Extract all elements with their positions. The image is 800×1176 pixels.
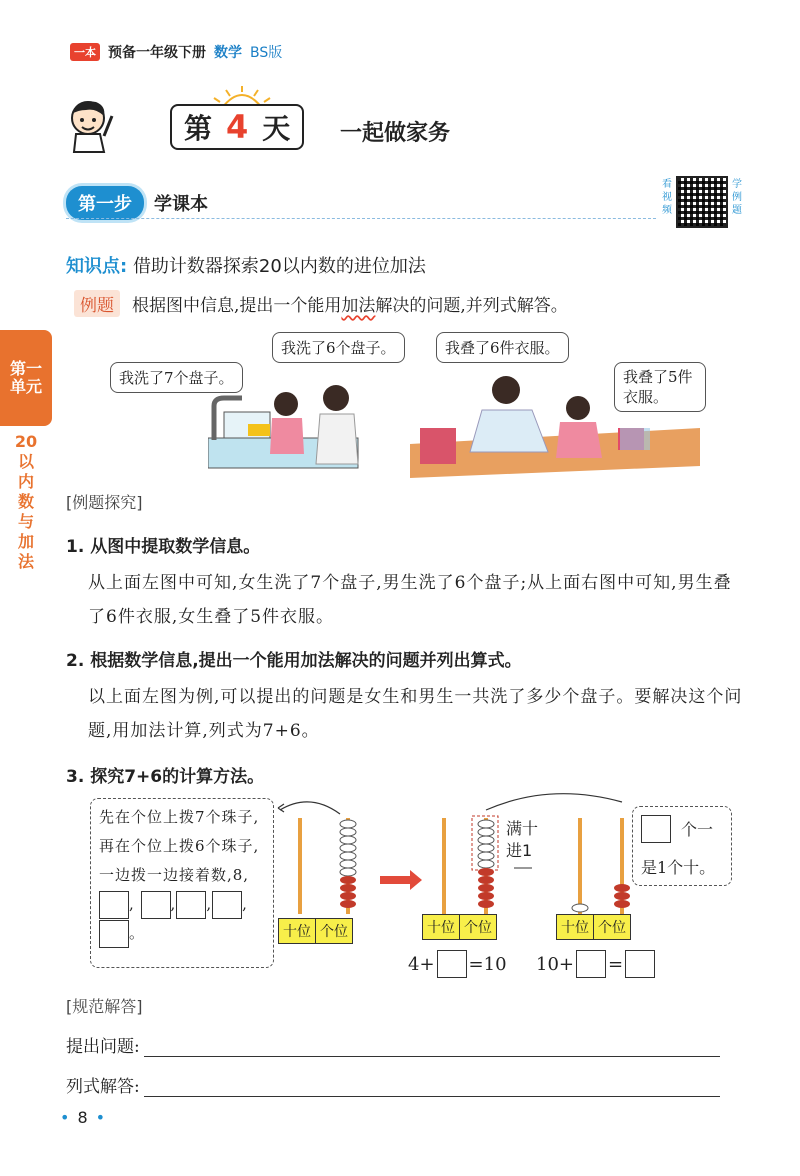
step-label: 学课本 (154, 194, 208, 215)
counting-note-text: 先在个位上拨7个珠子,再在个位上拨6个珠子,一边拨一边接着数,8, (99, 808, 260, 884)
place-bar-2 (422, 914, 497, 940)
step-divider (66, 218, 656, 219)
equation-prompt: 列式解答: (66, 1077, 140, 1097)
unit-label: 第一单元 (9, 359, 42, 396)
equation-line (66, 1072, 720, 1097)
question-line (66, 1032, 720, 1057)
page-header (70, 42, 282, 62)
bubble-boy-fold: 我叠了6件衣服。 (436, 332, 569, 363)
question-3: 3. 探究7+6的计算方法。 (66, 767, 265, 787)
answer-box[interactable] (641, 815, 671, 843)
step-banner (66, 186, 208, 220)
example-tag: 例题 (74, 290, 120, 317)
tens-label: 十位 (423, 915, 460, 939)
question-answer-field[interactable] (144, 1037, 720, 1057)
laundry-folding-scene (410, 374, 700, 478)
qr-caption-right: 学例题 (732, 179, 742, 216)
dot-icon: • (60, 1108, 70, 1127)
carry-explanation-box (632, 806, 732, 886)
answer-box[interactable] (99, 920, 129, 948)
unit-tab (0, 330, 52, 426)
counting-note: 先在个位上拨7个珠子,再在个位上拨6个珠子,一边拨一边接着数,8, , , , ,。 (90, 798, 274, 968)
box-note-b: 是1个十。 (641, 858, 716, 877)
eq1-right: =10 (468, 953, 507, 975)
explore-label: [例题探究] (66, 493, 143, 512)
boy-mascot-icon (66, 96, 114, 154)
carry-note: 满十进1 (506, 819, 539, 860)
equation-2 (536, 950, 655, 978)
ones-label: 个位 (594, 915, 630, 939)
page-number (60, 1108, 105, 1127)
day-prefix: 第 (184, 112, 213, 145)
bubble-girl-wash: 我洗了7个盘子。 (110, 362, 243, 393)
question-2: 2. 根据数学信息,提出一个能用加法解决的问题并列出算式。 (66, 651, 522, 671)
page-number-value: 8 (77, 1108, 88, 1127)
paragraph-1: 从上面左图中可知,女生洗了7个盘子,男生洗了6个盘子;从上面右图中可知,男生叠了6件衣服,女生叠了5件衣服。 (88, 573, 732, 627)
question-prompt: 提出问题: (66, 1037, 140, 1057)
day-number: 4 (226, 108, 249, 146)
bubble-boy-wash: 我洗了6个盘子。 (272, 332, 405, 363)
day-badge (170, 104, 304, 150)
eq2-mid: = (608, 953, 624, 975)
bubble-girl-fold: 我叠了5件衣服。 (614, 362, 706, 412)
answer-box[interactable] (141, 891, 171, 919)
tens-label: 十位 (279, 919, 316, 943)
ones-label: 个位 (460, 915, 496, 939)
ones-label: 个位 (316, 919, 352, 943)
knowledge-text: 借助计数器探索20以内数的进位加法 (132, 256, 426, 277)
dishwashing-scene (208, 384, 368, 474)
knowledge-key: 知识点: (66, 256, 128, 277)
answer-box[interactable] (212, 891, 242, 919)
equation-1 (408, 950, 507, 978)
place-bar-1 (278, 918, 353, 944)
example-row (74, 290, 568, 317)
answer-box[interactable] (576, 950, 606, 978)
dot-icon: • (95, 1108, 106, 1127)
answer-box[interactable] (437, 950, 467, 978)
answer-box[interactable] (99, 891, 129, 919)
day-suffix: 天 (262, 112, 291, 145)
subject-label: 数学 (214, 45, 242, 61)
box-note-a: 个一 (681, 820, 714, 839)
qr-caption-left: 看视频 (662, 179, 672, 216)
book-title: 预备一年级下册 (108, 45, 206, 61)
answer-box[interactable] (625, 950, 655, 978)
step-pill: 第一步 (66, 186, 144, 220)
counting-note-end: 。 (129, 924, 146, 942)
answer-box[interactable] (176, 891, 206, 919)
lesson-title: 一起做家务 (340, 121, 451, 146)
eq1-left: 4+ (408, 953, 435, 975)
qr-code-icon[interactable] (676, 176, 728, 228)
brand-logo: 一本 (70, 43, 100, 61)
example-text: 根据图中信息,提出一个能用加法解决的问题,并列式解答。 (132, 296, 568, 316)
tens-label: 十位 (557, 915, 594, 939)
question-1: 1. 从图中提取数学信息。 (66, 537, 261, 557)
paragraph-2: 以上面左图为例,可以提出的问题是女生和男生一共洗了多少个盘子。要解决这个问题,用加法计算,列式为7+6。 (88, 687, 743, 741)
knowledge-point (66, 252, 426, 278)
place-bar-3 (556, 914, 631, 940)
unit-topic: 20以内数与加法 (14, 432, 38, 571)
equation-answer-field[interactable] (144, 1077, 720, 1097)
day-title-row (66, 92, 526, 162)
eq2-left: 10+ (536, 953, 574, 975)
edition-label: BS版 (250, 45, 283, 61)
answer-label: [规范解答] (66, 997, 143, 1016)
